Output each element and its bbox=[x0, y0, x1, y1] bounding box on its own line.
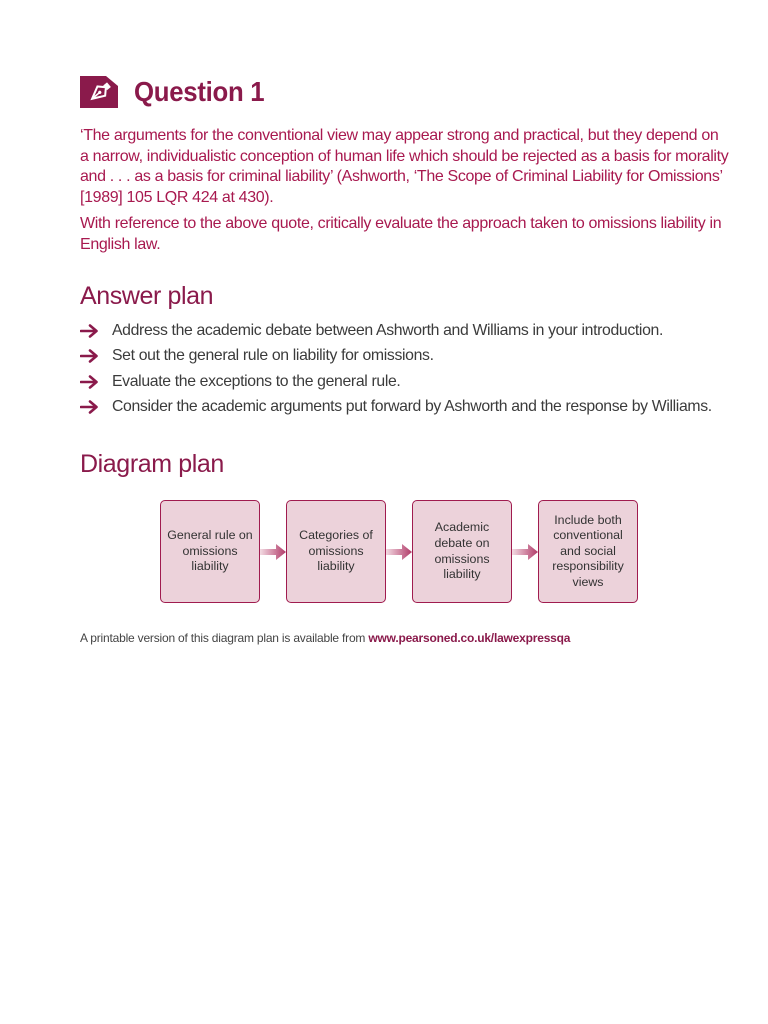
diagram-step: Include both conventional and social responsibility views bbox=[538, 500, 638, 603]
diagram-step: Categories of omissions liability bbox=[286, 500, 386, 603]
flow-arrow-icon bbox=[386, 544, 412, 560]
printable-text: A printable version of this diagram plan is available from bbox=[80, 631, 369, 645]
list-item-text: Set out the general rule on liability for omissions. bbox=[112, 347, 434, 365]
diagram-step: Academic debate on omissions liability bbox=[412, 500, 512, 603]
answer-plan-heading: Answer plan bbox=[80, 282, 214, 310]
list-item-text: Consider the academic arguments put forward by Ashworth and the response by Williams. bbox=[112, 398, 712, 416]
answer-plan-list bbox=[80, 318, 740, 420]
arrow-right-icon bbox=[80, 400, 100, 414]
question-text bbox=[80, 126, 730, 261]
list-item bbox=[80, 369, 740, 395]
flow-arrow-icon bbox=[260, 544, 286, 560]
list-item-text: Address the academic debate between Ashworth and Williams in your introduction. bbox=[112, 321, 664, 339]
flow-arrow-icon bbox=[512, 544, 538, 560]
diagram-plan-heading: Diagram plan bbox=[80, 450, 224, 478]
arrow-right-icon bbox=[80, 375, 100, 389]
diagram-flow bbox=[160, 500, 640, 606]
question-quote: ‘The arguments for the conventional view may appear strong and practical, but they depend on a narrow, individualistic conception of human life which should be rejected as a basis for morality and . . . as a basis for criminal liability’ (Ashworth, ‘The Scope of Criminal Liability for Omissions’ [1989] 105 LQR 424 at 430). bbox=[80, 127, 729, 206]
printable-note bbox=[80, 631, 570, 645]
list-item bbox=[80, 318, 740, 344]
printable-link[interactable]: www.pearsoned.co.uk/lawexpressqa bbox=[368, 631, 571, 645]
arrow-right-icon bbox=[80, 324, 100, 338]
list-item bbox=[80, 344, 740, 370]
question-instruction: With reference to the above quote, critically evaluate the approach taken to omissions liability in English law. bbox=[80, 215, 722, 253]
arrow-right-icon bbox=[80, 349, 100, 363]
diagram-step: General rule on omissions liability bbox=[160, 500, 260, 603]
pen-nib-icon bbox=[80, 76, 118, 108]
list-item-text: Evaluate the exceptions to the general rule. bbox=[112, 372, 401, 390]
question-header bbox=[80, 74, 276, 110]
question-title: Question 1 bbox=[134, 76, 265, 107]
list-item bbox=[80, 395, 740, 421]
